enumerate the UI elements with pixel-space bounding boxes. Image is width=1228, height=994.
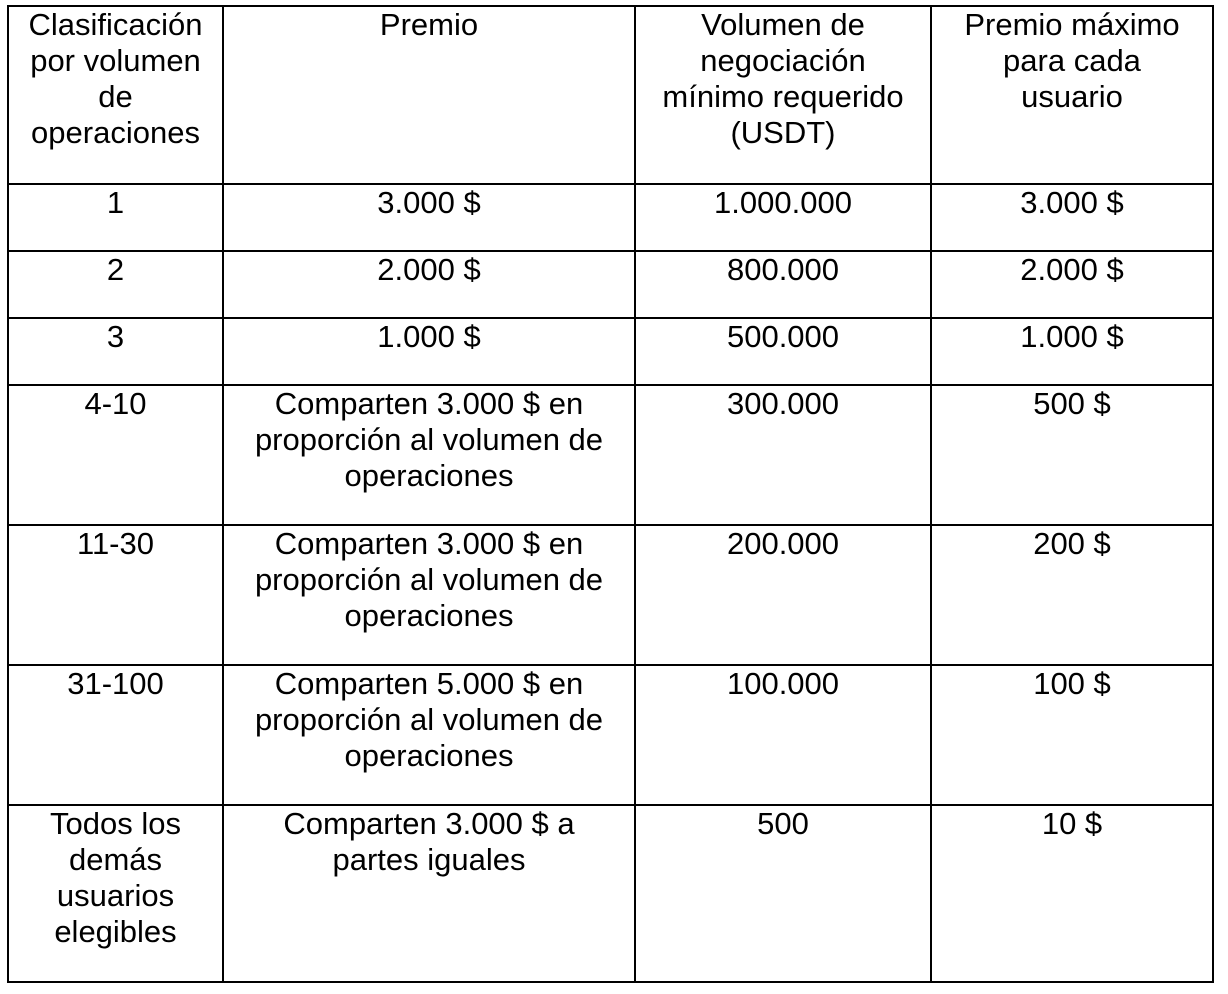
table-header-row (8, 6, 1213, 184)
table-row (8, 665, 1213, 805)
cell-ranking: 3 (8, 318, 223, 385)
table-row (8, 251, 1213, 318)
cell-min-volume: 800.000 (635, 251, 931, 318)
cell-prize: 1.000 $ (223, 318, 635, 385)
cell-ranking: 11-30 (8, 525, 223, 665)
header-max-prize: Premio máximo para cada usuario (931, 6, 1213, 184)
cell-ranking: Todos los demás usuarios elegibles (8, 805, 223, 982)
cell-prize: 3.000 $ (223, 184, 635, 251)
cell-ranking: 2 (8, 251, 223, 318)
rewards-table (7, 5, 1214, 983)
cell-max-prize: 2.000 $ (931, 251, 1213, 318)
table-row (8, 385, 1213, 525)
cell-max-prize: 100 $ (931, 665, 1213, 805)
cell-prize: Comparten 3.000 $ en proporción al volumen de operaciones (223, 525, 635, 665)
cell-min-volume: 300.000 (635, 385, 931, 525)
cell-prize: Comparten 3.000 $ a partes iguales (223, 805, 635, 982)
cell-min-volume: 100.000 (635, 665, 931, 805)
cell-prize: Comparten 5.000 $ en proporción al volumen de operaciones (223, 665, 635, 805)
cell-max-prize: 3.000 $ (931, 184, 1213, 251)
table-row (8, 318, 1213, 385)
cell-ranking: 4-10 (8, 385, 223, 525)
cell-ranking: 31-100 (8, 665, 223, 805)
table-row (8, 805, 1213, 982)
cell-min-volume: 200.000 (635, 525, 931, 665)
cell-max-prize: 10 $ (931, 805, 1213, 982)
cell-prize: Comparten 3.000 $ en proporción al volumen de operaciones (223, 385, 635, 525)
cell-ranking: 1 (8, 184, 223, 251)
cell-min-volume: 500 (635, 805, 931, 982)
header-ranking: Clasificación por volumen de operaciones (8, 6, 223, 184)
table-row (8, 525, 1213, 665)
header-prize: Premio (223, 6, 635, 184)
cell-prize: 2.000 $ (223, 251, 635, 318)
cell-min-volume: 500.000 (635, 318, 931, 385)
header-min-volume: Volumen de negociación mínimo requerido (USDT) (635, 6, 931, 184)
cell-max-prize: 500 $ (931, 385, 1213, 525)
table-row (8, 184, 1213, 251)
cell-min-volume: 1.000.000 (635, 184, 931, 251)
cell-max-prize: 1.000 $ (931, 318, 1213, 385)
cell-max-prize: 200 $ (931, 525, 1213, 665)
